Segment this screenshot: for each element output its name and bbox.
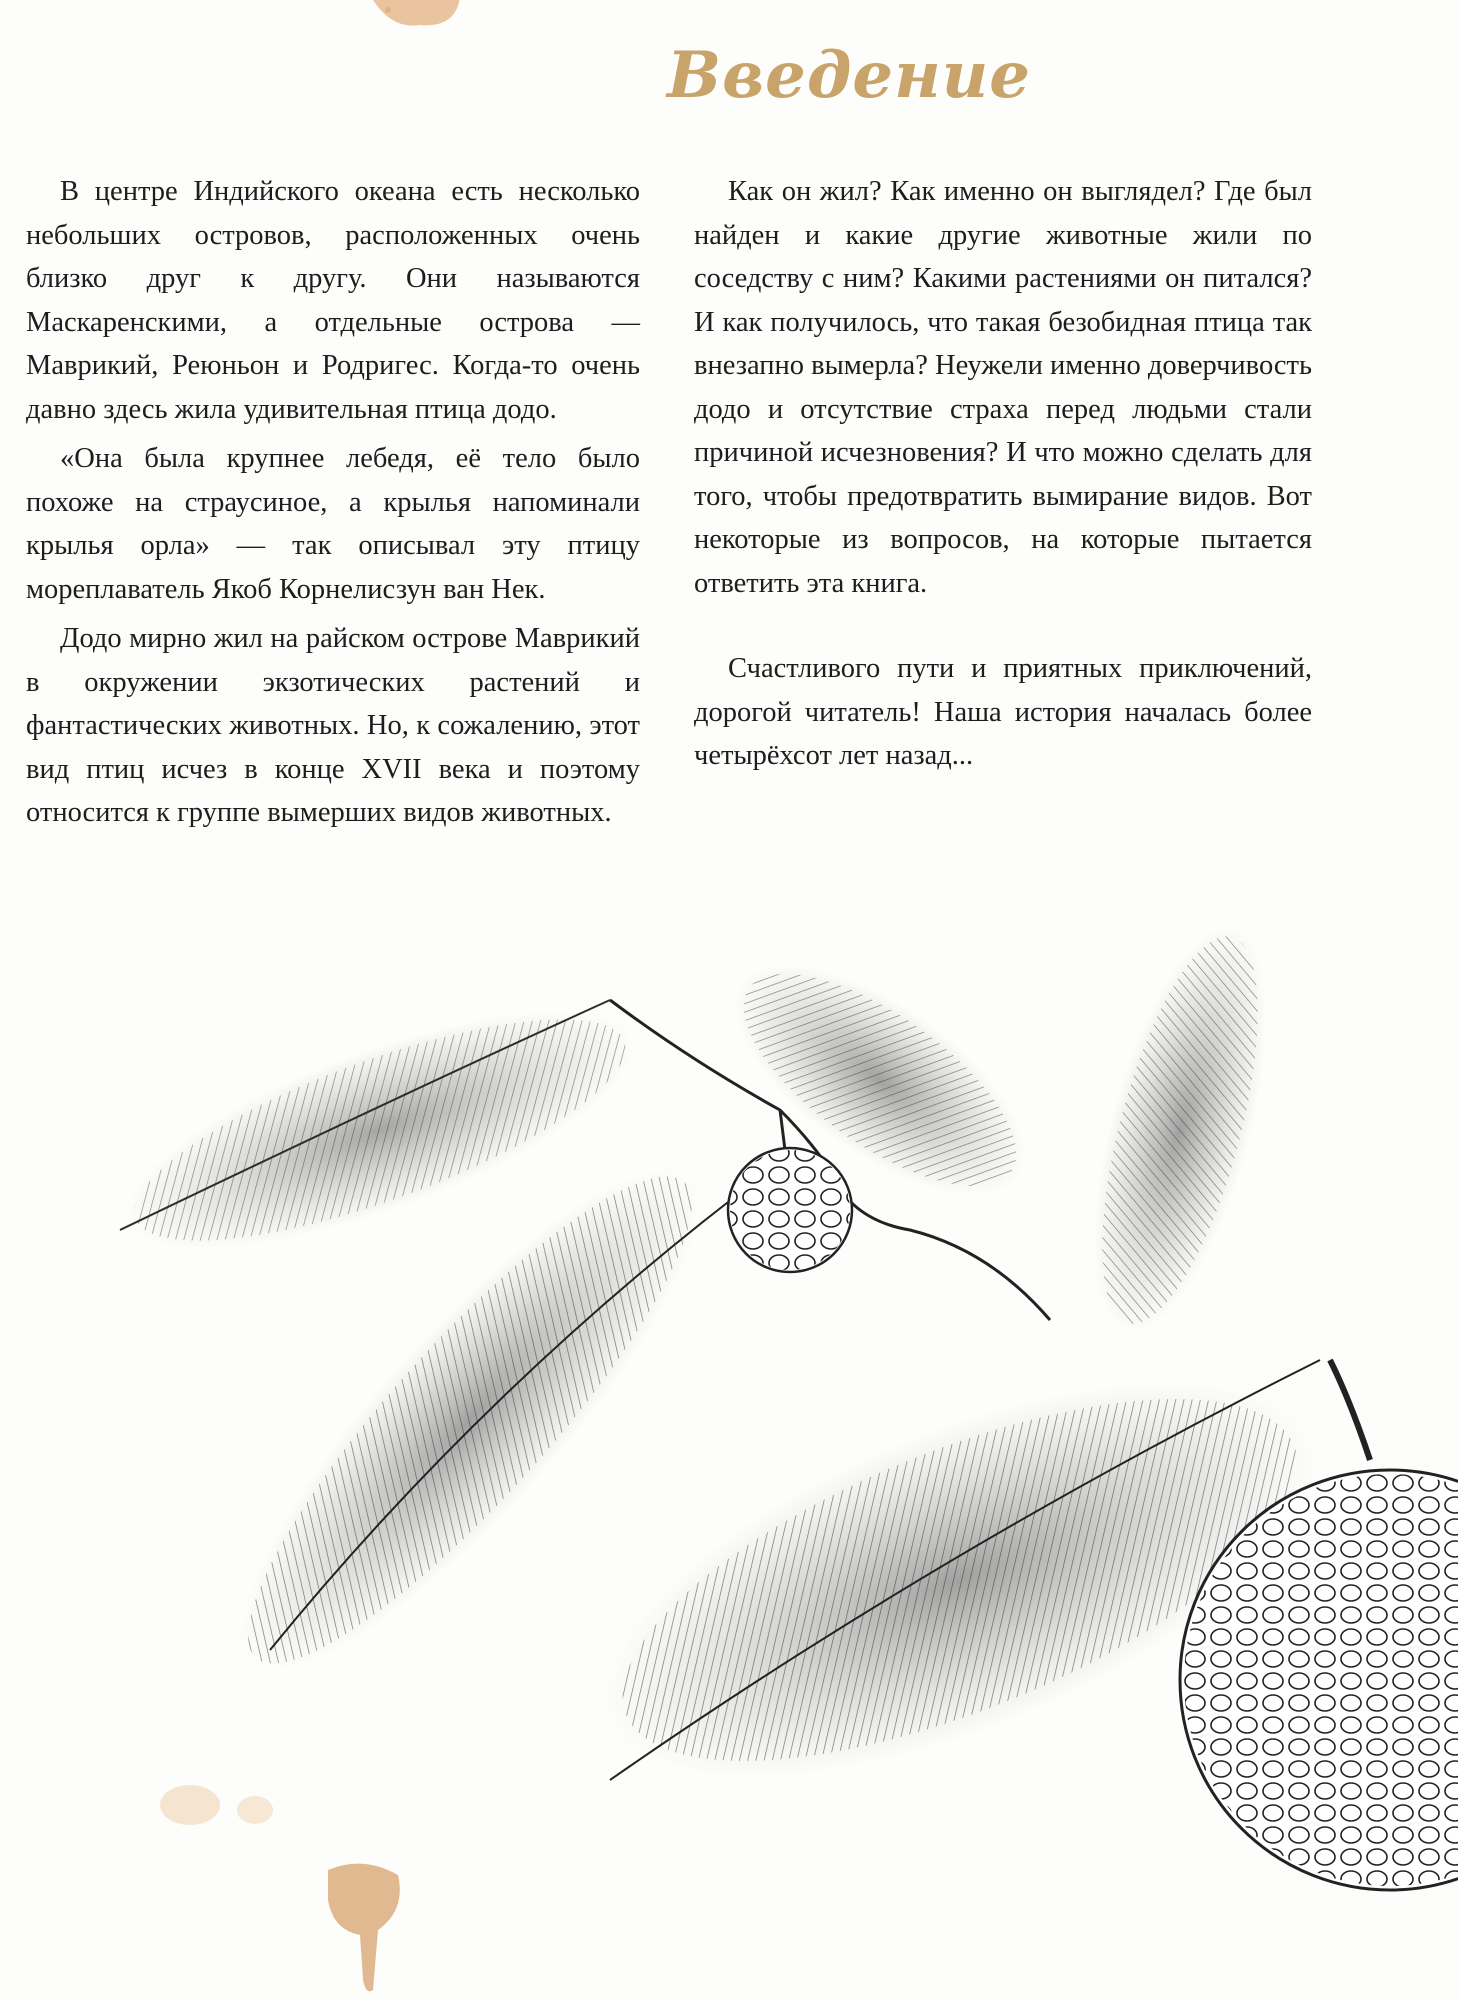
- branch-stem: [830, 1170, 1050, 1320]
- watercolor-stain-drip: [318, 1860, 408, 2000]
- paragraph: Додо мирно жил на райском острове Маврикий в окружении экзотических растений и фантастических животных. Но, к сожалению, этот вид птиц исчез в конце XVII века и поэтому относится к группе вымерших видов животных.: [26, 623, 640, 828]
- paragraph: В центре Индийского океана есть несколько небольших островов, расположенных очень близко друг к другу. Они называются Маскаренскими, а отдельные острова — Маврикий, Реюньон и Родригес. Когда-то очень давно здесь жила удивительная птица додо.: [26, 176, 640, 425]
- watercolor-stain-top: [360, 0, 470, 40]
- left-text-column: [26, 170, 640, 841]
- paragraph: Как он жил? Как именно он выглядел? Где был найден и какие другие животные жили по соседству с ним? Какими растениями он питался? И как получилось, что такая безобидная птица так внезапно вымерла? Неужели именно доверчивость додо и отсутствие страха перед людьми стали причиной исчезновения? И что можно сделать для того, чтобы предотвратить вымирание видов. Вот некоторые из вопросов, на которые пытается ответить эта книга.: [694, 176, 1312, 599]
- watercolor-stain-small: [150, 1770, 290, 1840]
- leaf: [1058, 909, 1302, 1351]
- page-title: Введение: [667, 38, 1031, 113]
- paragraph: «Она была крупнее лебедя, её тело было похоже на страусиное, а крылья напоминали крылья орла» — так описывал эту птицу мореплаватель Якоб Корнелисзун ван Нек.: [26, 443, 640, 605]
- paragraph: Счастливого пути и приятных приключений, дорогой читатель! Наша история началась более четырёхсот лет назад...: [694, 653, 1312, 771]
- right-text-column: [694, 170, 1312, 784]
- botanical-illustration: [90, 900, 1458, 2000]
